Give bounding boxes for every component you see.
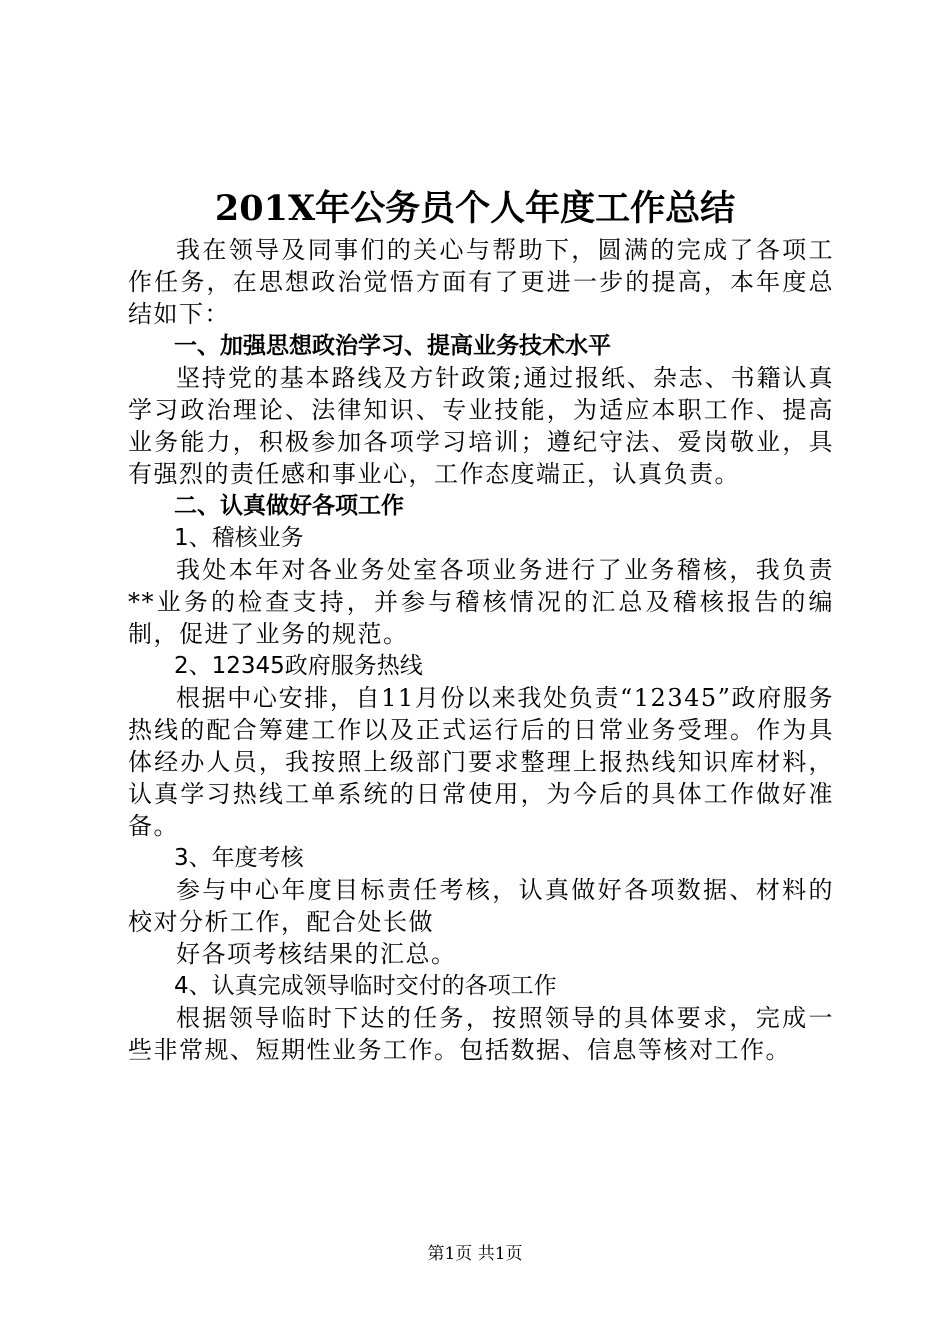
section-heading-1: 一、加强思想政治学习、提高业务技术水平 (174, 333, 611, 359)
subsection-hotline-paragraph: 根据中心安排，自11月份以来我处负责“12345”政府服务热线的配合筹建工作以及正式运行后的日常业务受理。作为具体经办人员，我按照上级部门要求整理上报热线知识库材料，认真学习热线工单系统的日常使用，为今后的具体工作做好准备。 (128, 684, 834, 840)
page-footer: 第1页 共1页 (427, 1244, 523, 1264)
subsection-heading-temporary-tasks: 4、认真完成领导临时交付的各项工作 (174, 973, 557, 999)
document-title: 201X年公务员个人年度工作总结 (214, 188, 736, 229)
intro-paragraph: 我在领导及同事们的关心与帮助下，圆满的完成了各项工作任务，在思想政治觉悟方面有了更进一步的提高，本年度总结如下： (128, 236, 834, 328)
subsection-annual-review-continuation: 好各项考核结果的汇总。 (176, 940, 457, 968)
subsection-annual-review-paragraph: 参与中心年度目标责任考核，认真做好各项数据、材料的校对分析工作，配合处长做 (128, 876, 834, 936)
document-body (128, 234, 834, 1066)
section-heading-2: 二、认真做好各项工作 (174, 493, 404, 519)
subsection-heading-audit: 1、稽核业务 (174, 525, 304, 551)
subsection-heading-hotline: 2、12345政府服务热线 (174, 653, 423, 679)
subsection-heading-annual-review: 3、年度考核 (174, 845, 304, 871)
section-1-paragraph: 坚持党的基本路线及方针政策;通过报纸、杂志、书籍认真学习政治理论、法律知识、专业技能，为适应本职工作、提高业务能力，积极参加各项学习培训；遵纪守法、爱岗敬业，具有强烈的责任感和事业心，工作态度端正，认真负责。 (128, 364, 834, 488)
subsection-audit-paragraph: 我处本年对各业务处室各项业务进行了业务稽核，我负责**业务的检查支持，并参与稽核情况的汇总及稽核报告的编制，促进了业务的规范。 (128, 556, 834, 648)
subsection-temporary-tasks-paragraph: 根据领导临时下达的任务，按照领导的具体要求，完成一些非常规、短期性业务工作。包括数据、信息等核对工作。 (128, 1004, 834, 1064)
